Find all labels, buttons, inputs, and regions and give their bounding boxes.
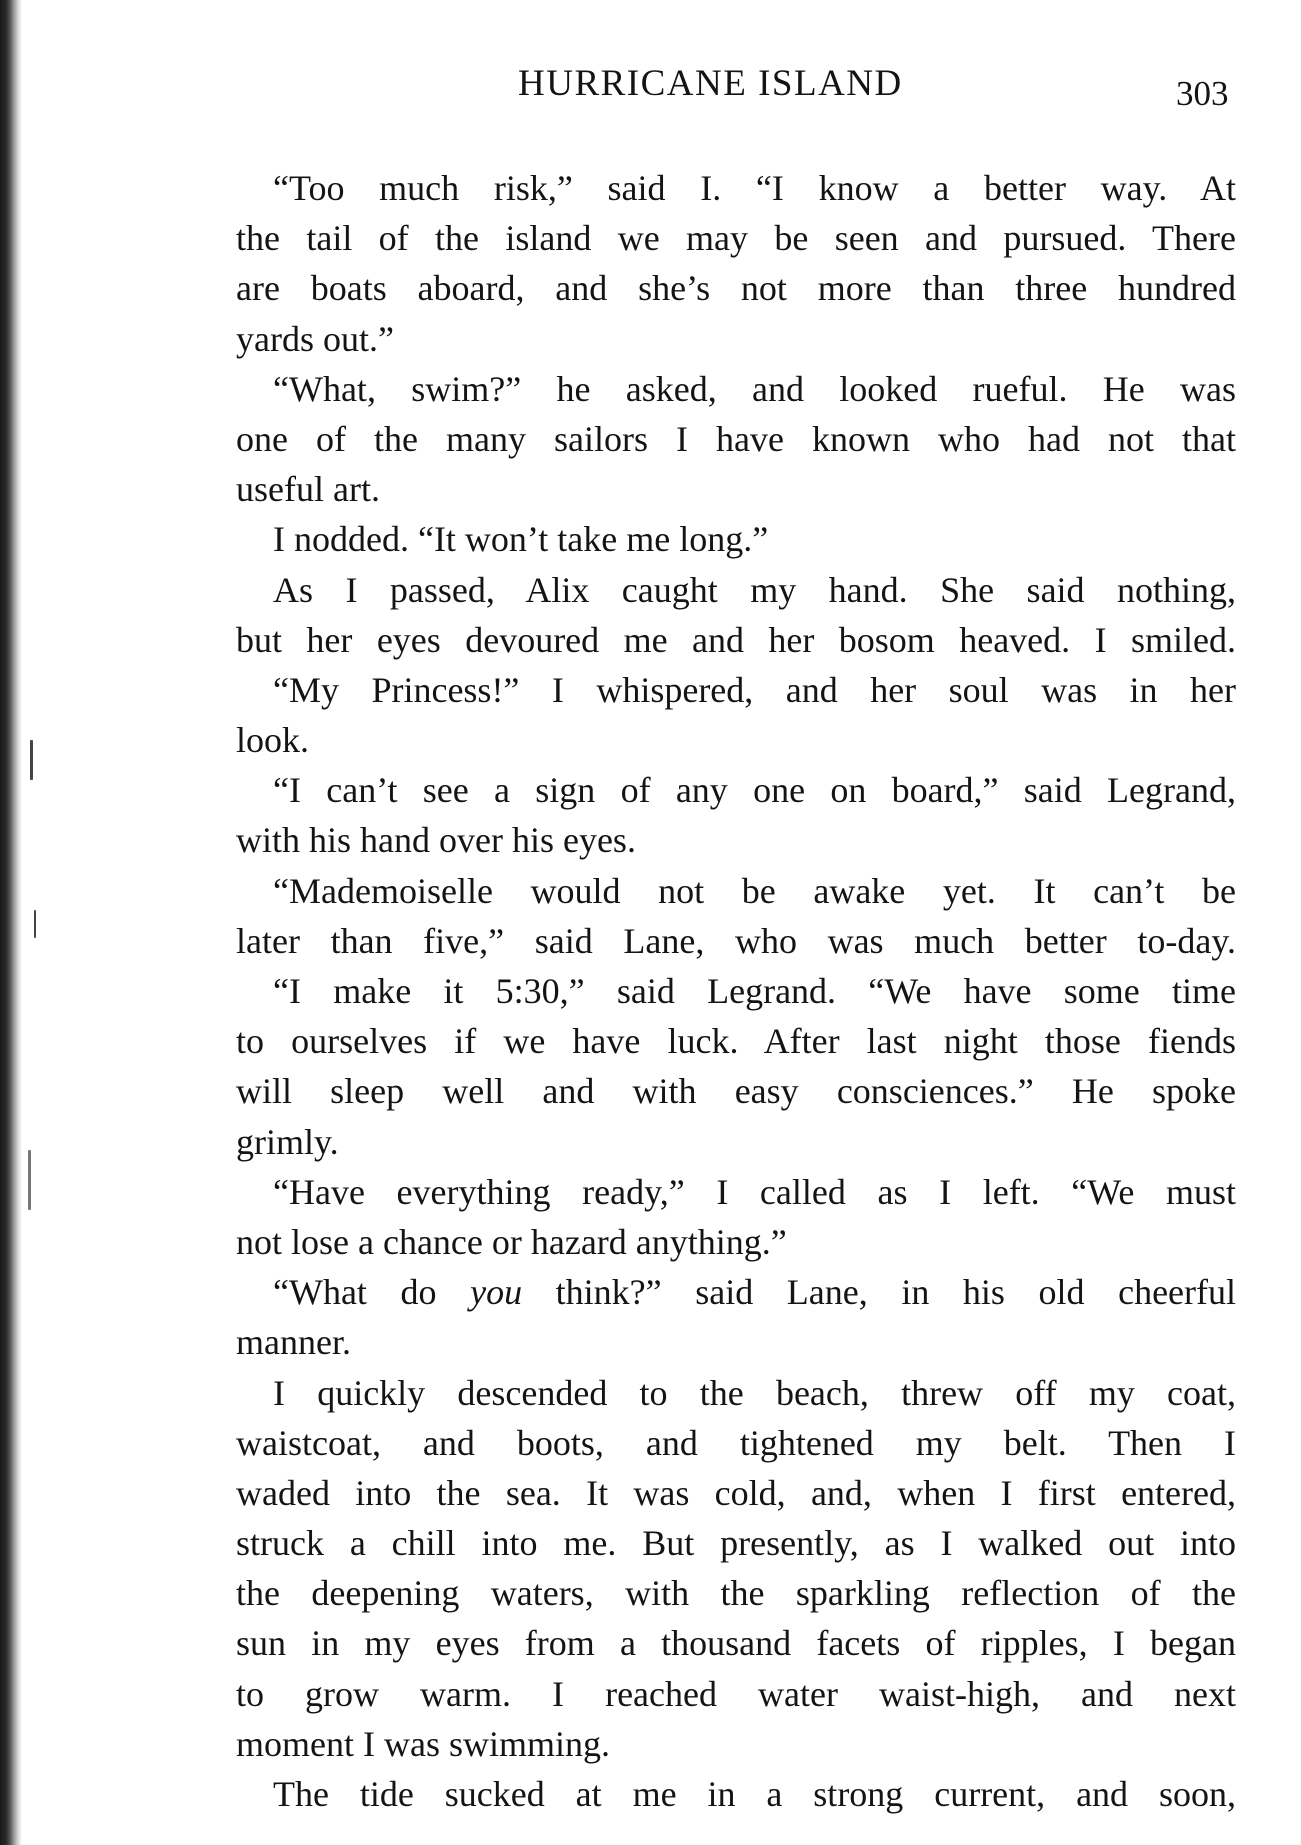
text-line: one of the many sailors I have known who had not that (236, 418, 1236, 459)
text-line: not lose a chance or hazard anything.” (236, 1221, 787, 1262)
text-line: “What, swim?” he asked, and looked rueful. He was (273, 368, 1236, 409)
text-line: waded into the sea. It was cold, and, when I first entered, (236, 1472, 1236, 1513)
text-line: later than five,” said Lane, who was much better to-day. (236, 920, 1236, 961)
body-text (236, 163, 1236, 1819)
text-line: I nodded. “It won’t take me long.” (273, 519, 769, 560)
text-line: will sleep well and with easy consciences.” He spoke (236, 1071, 1236, 1112)
scan-mark (34, 910, 36, 938)
text-line: “I make it 5:30,” said Legrand. “We have some time (273, 971, 1236, 1011)
text-line: “Have everything ready,” I called as I left. “We must (273, 1171, 1236, 1212)
text-line: struck a chill into me. But presently, as I walked out into (236, 1523, 1236, 1564)
text-line: grimly. (236, 1121, 339, 1162)
text-line: the deepening waters, with the sparkling reflection of the (236, 1573, 1236, 1614)
text-line: “I can’t see a sign of any one on board,” said Legrand, (273, 770, 1236, 811)
scan-mark (28, 1150, 31, 1210)
page-number: 303 (1176, 74, 1229, 113)
text-run: think?” said Lane, in his old cheerful (522, 1272, 1237, 1313)
running-head (0, 62, 1301, 112)
text-line: sun in my eyes from a thousand facets of ripples, I began (236, 1623, 1236, 1664)
binding-edge (0, 0, 22, 1845)
running-head-title: HURRICANE ISLAND (518, 63, 903, 104)
italic-emphasis: you (470, 1272, 523, 1313)
text-line: waistcoat, and boots, and tightened my belt. Then I (236, 1422, 1236, 1463)
text-run: “What do (273, 1272, 471, 1313)
text-line: The tide sucked at me in a strong current, and soon, (273, 1774, 1236, 1814)
text-line: I quickly descended to the beach, threw off my coat, (273, 1372, 1236, 1413)
text-line: to grow warm. I reached water waist-high, and next (236, 1673, 1236, 1714)
text-line: with his hand over his eyes. (236, 820, 636, 861)
text-line: are boats aboard, and she’s not more than three hundred (236, 268, 1236, 309)
scan-mark (30, 740, 33, 780)
text-line: to ourselves if we have luck. After last night those fiends (236, 1021, 1236, 1062)
text-line: moment I was swimming. (236, 1723, 610, 1764)
text-line: “My Princess!” I whispered, and her soul was in her (273, 669, 1236, 710)
text-line: “Mademoiselle would not be awake yet. It can’t be (273, 870, 1236, 911)
text-line (236, 1267, 1236, 1317)
text-line: look. (236, 720, 310, 761)
text-line: but her eyes devoured me and her bosom heaved. I smiled. (236, 619, 1236, 660)
text-line: “Too much risk,” said I. “I know a better way. At (273, 168, 1236, 208)
text-line: As I passed, Alix caught my hand. She said nothing, (273, 569, 1236, 610)
text-line: yards out.” (236, 318, 394, 359)
text-line: manner. (236, 1322, 351, 1363)
text-line: the tail of the island we may be seen and pursued. There (236, 218, 1236, 259)
text-line: useful art. (236, 469, 380, 510)
